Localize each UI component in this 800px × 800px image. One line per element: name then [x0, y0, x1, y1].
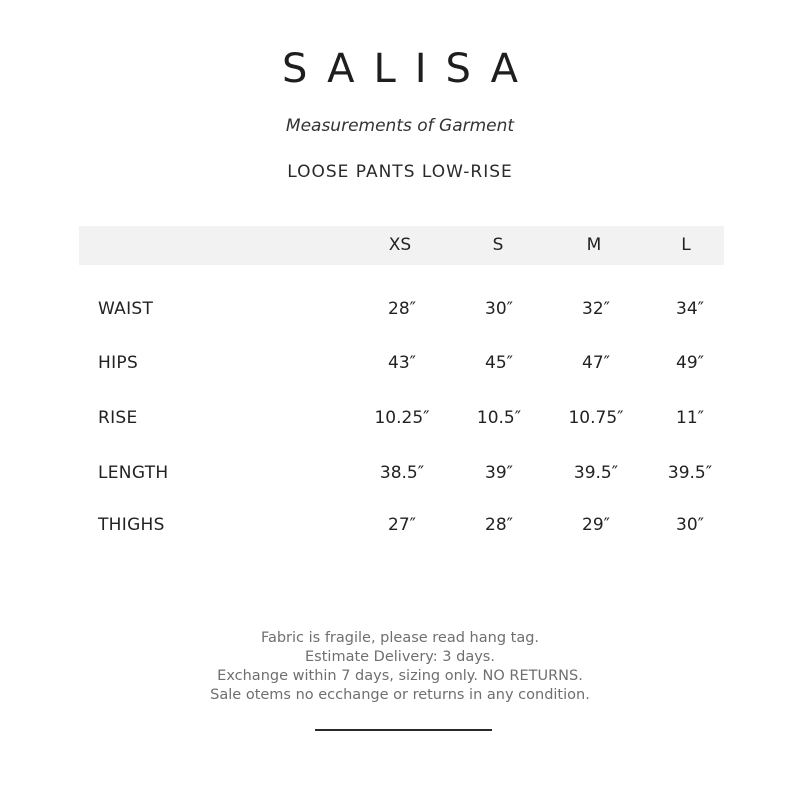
cell-hips-m: 47″	[582, 353, 610, 373]
brand-logo: SALISA	[281, 46, 538, 92]
cell-waist-s: 30″	[485, 299, 513, 319]
note-delivery: Estimate Delivery: 3 days.	[305, 649, 495, 665]
cell-thighs-l: 30″	[676, 515, 704, 535]
policy-notes	[0, 629, 800, 705]
cell-hips-xs: 43″	[388, 353, 416, 373]
page-subtitle: Measurements of Garment	[285, 116, 515, 136]
row-label-length: LENGTH	[98, 463, 169, 483]
table-row	[0, 404, 800, 432]
note-exchange: Exchange within 7 days, sizing only. NO RETURNS.	[217, 668, 583, 684]
cell-waist-xs: 28″	[388, 299, 416, 319]
footer-divider	[315, 729, 492, 731]
cell-length-m: 39.5″	[573, 463, 619, 483]
note-fabric: Fabric is fragile, please read hang tag.	[260, 630, 540, 646]
cell-rise-l: 11″	[676, 408, 704, 428]
cell-hips-l: 49″	[676, 353, 704, 373]
size-header-band	[79, 226, 724, 265]
row-label-rise: RISE	[98, 408, 138, 428]
cell-thighs-s: 28″	[485, 515, 513, 535]
row-label-hips: HIPS	[98, 353, 139, 373]
table-row	[0, 295, 800, 323]
cell-length-s: 39″	[485, 463, 513, 483]
size-header-l: L	[681, 235, 691, 255]
table-row	[0, 511, 800, 539]
product-title: LOOSE PANTS LOW-RISE	[287, 162, 513, 182]
cell-hips-s: 45″	[485, 353, 513, 373]
row-label-waist: WAIST	[98, 299, 154, 319]
size-header-xs: XS	[388, 235, 412, 255]
table-row	[0, 349, 800, 377]
row-label-thighs: THIGHS	[98, 515, 165, 535]
cell-rise-s: 10.5″	[476, 408, 522, 428]
cell-thighs-m: 29″	[582, 515, 610, 535]
note-sale: Sale otems no ecchange or returns in any condition.	[210, 687, 590, 703]
cell-length-xs: 38.5″	[379, 463, 425, 483]
cell-waist-l: 34″	[676, 299, 704, 319]
size-header-m: M	[586, 235, 602, 255]
cell-rise-m: 10.75″	[568, 408, 624, 428]
cell-length-l: 39.5″	[667, 463, 713, 483]
size-header-s: S	[492, 235, 504, 255]
cell-thighs-xs: 27″	[388, 515, 416, 535]
cell-waist-m: 32″	[582, 299, 610, 319]
table-row	[0, 459, 800, 487]
cell-rise-xs: 10.25″	[374, 408, 430, 428]
